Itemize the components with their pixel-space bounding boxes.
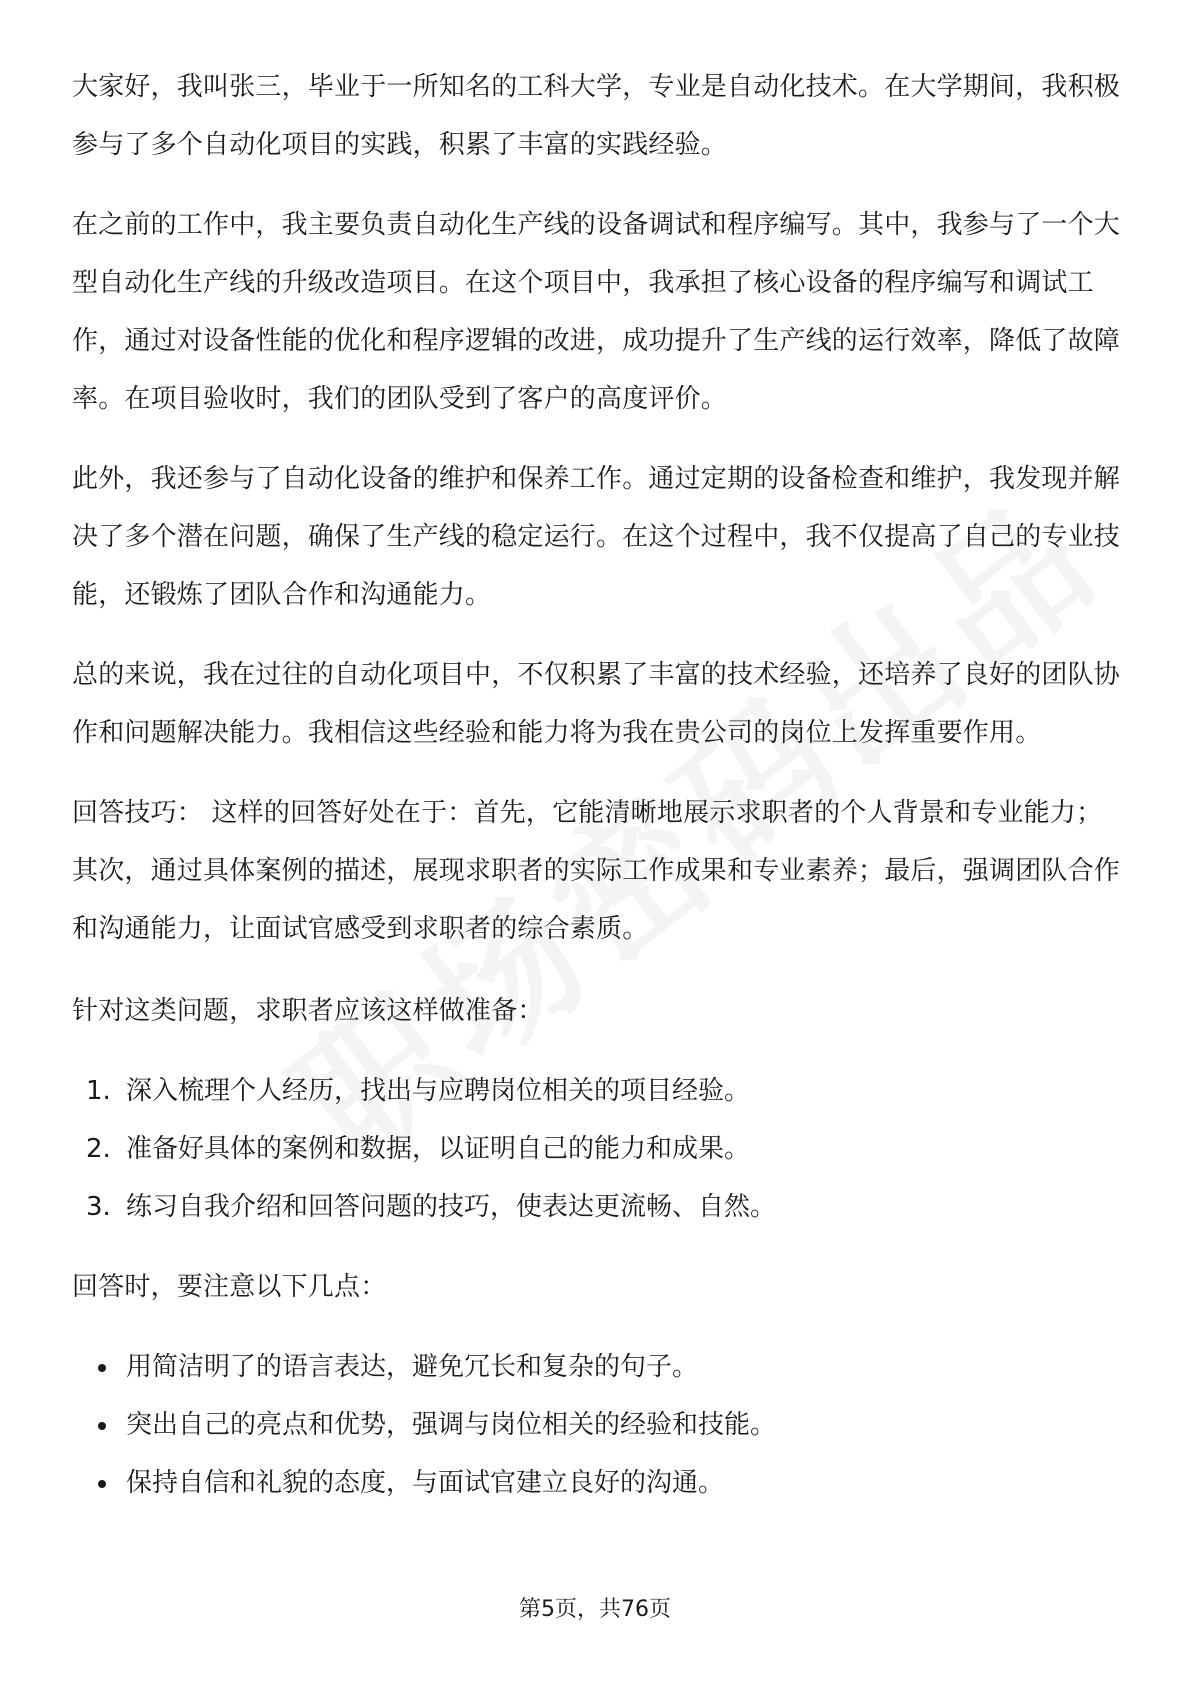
- paragraph-summary: 总的来说，我在过往的自动化项目中，不仅积累了丰富的技术经验，还培养了良好的团队协作和问题解决能力。我相信这些经验和能力将为我在贵公司的岗位上发挥重要作用。: [72, 660, 1121, 748]
- list-number: 2.: [86, 1134, 111, 1164]
- list-item-text: 练习自我介绍和回答问题的技巧，使表达更流畅、自然。: [126, 1192, 777, 1222]
- document-body: [72, 58, 1122, 1512]
- list-item-text: 保持自信和礼貌的态度，与面试官建立良好的沟通。: [126, 1468, 725, 1498]
- list-item: [72, 1178, 1122, 1236]
- list-item: [72, 1338, 1122, 1396]
- list-item-text: 突出自己的亮点和优势，强调与岗位相关的经验和技能。: [126, 1410, 777, 1440]
- list-item-text: 准备好具体的案例和数据，以证明自己的能力和成果。: [126, 1134, 751, 1164]
- paragraph-intro: 大家好，我叫张三，毕业于一所知名的工科大学，专业是自动化技术。在大学期间，我积极参与了多个自动化项目的实践，积累了丰富的实践经验。: [72, 72, 1121, 160]
- page-number: 第5页，共76页: [519, 1597, 671, 1622]
- list-number: 1.: [86, 1076, 111, 1106]
- prep-intro: 针对这类问题，求职者应该这样做准备：: [72, 996, 544, 1026]
- answer-tip: 回答技巧： 这样的回答好处在于：首先，它能清晰地展示求职者的个人背景和专业能力；其次，通过具体案例的描述，展现求职者的实际工作成果和专业素养；最后，强调团队合作和沟通能力，让面试官感受到求职者的综合素质。: [72, 798, 1121, 944]
- notes-intro: 回答时，要注意以下几点：: [72, 1272, 387, 1302]
- notes-list: [72, 1338, 1122, 1512]
- paragraph-work: 在之前的工作中，我主要负责自动化生产线的设备调试和程序编写。其中，我参与了一个大型自动化生产线的升级改造项目。在这个项目中，我承担了核心设备的程序编写和调试工作，通过对设备性能的优化和程序逻辑的改进，成功提升了生产线的运行效率，降低了故障率。在项目验收时，我们的团队受到了客户的高度评价。: [72, 210, 1121, 414]
- paragraph-maintenance: 此外，我还参与了自动化设备的维护和保养工作。通过定期的设备检查和维护，我发现并解决了多个潜在问题，确保了生产线的稳定运行。在这个过程中，我不仅提高了自己的专业技能，还锻炼了团队合作和沟通能力。: [72, 464, 1121, 610]
- prep-steps-list: [72, 1062, 1122, 1236]
- bullet-icon: [98, 1480, 106, 1488]
- list-item: [72, 1120, 1122, 1178]
- list-item: [72, 1396, 1122, 1454]
- bullet-icon: [98, 1364, 106, 1372]
- list-item-text: 深入梳理个人经历，找出与应聘岗位相关的项目经验。: [126, 1076, 751, 1106]
- list-item-text: 用简洁明了的语言表达，避免冗长和复杂的句子。: [126, 1352, 699, 1382]
- list-number: 3.: [86, 1192, 111, 1222]
- list-item: [72, 1062, 1122, 1120]
- list-item: [72, 1454, 1122, 1512]
- bullet-icon: [98, 1422, 106, 1430]
